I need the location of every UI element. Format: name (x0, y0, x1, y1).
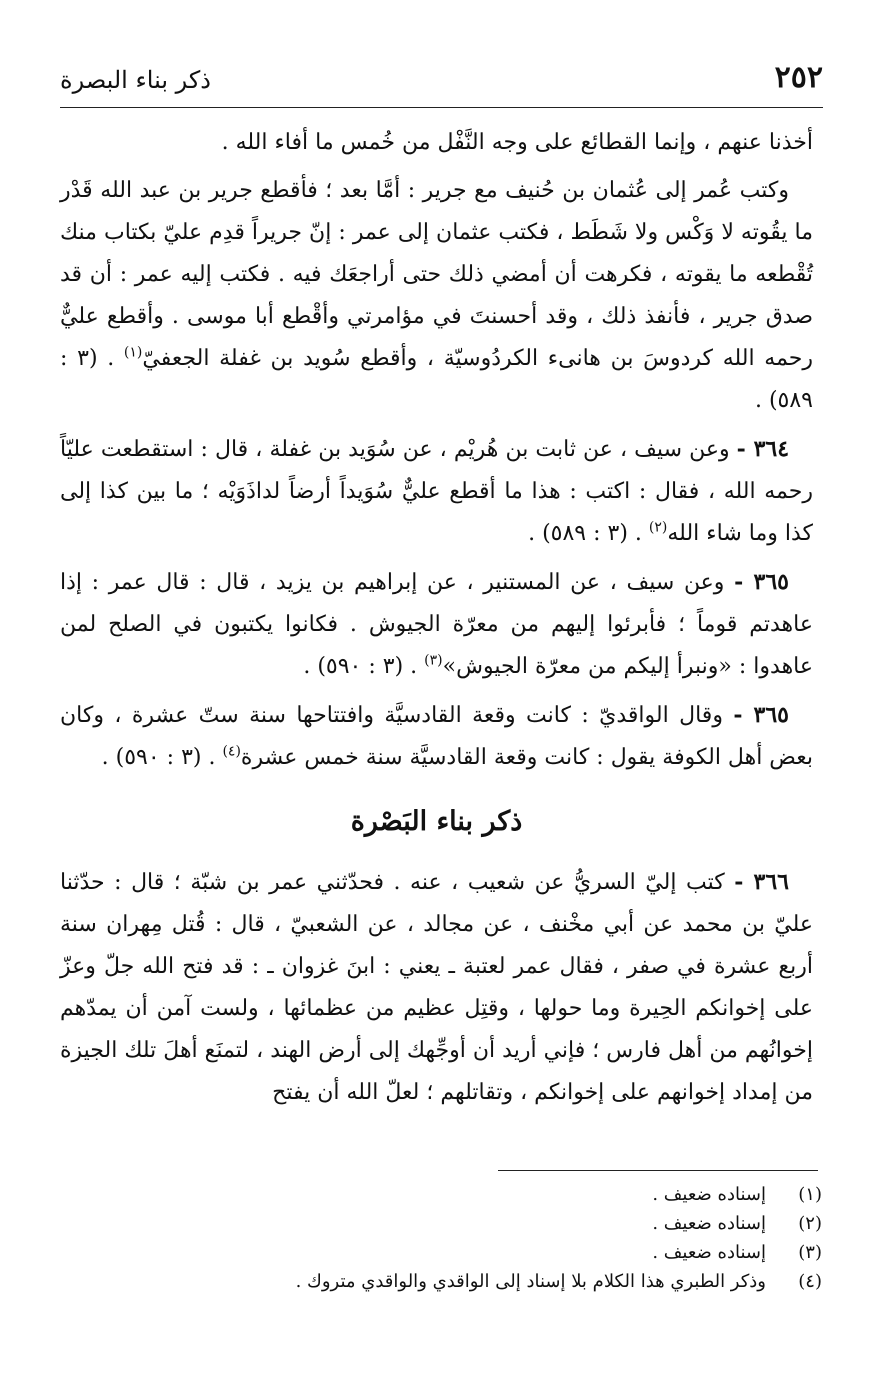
numbered-paragraph: ٣٦٤ - وعن سيف ، عن ثابت بن هُريْم ، عن سُوَيد بن غفلة ، قال : استقطعت عليّاً رحمه الله ، فقال : اكتب : هذا ما أقطع عليٌّ سُوَيداً أرضاً لداذَوَيْه ؛ ما بين كذا إلى كذا وما شاء الله$^{(٢)}$ . (٣ : ٥٨٩) . (60, 436, 813, 546)
report-number: ٣٦٦ - (734, 869, 789, 895)
running-title: ذكر بناء البصرة (60, 66, 211, 94)
paragraph: وكتب عُمر إلى عُثمان بن حُنيف مع جرير : أمَّا بعد ؛ فأقطع جرير بن عبد الله قَدْر ما يقُوته لا وَكْس ولا شَطَط ، فكتب عثمان إلى عمر : إنّ جريراً قدِم عليّ بكتاب منك تُقْطعه ما يقوته ، فكرهت أن أمضي ذلك حتى أراجعَك فيه . فكتب إليه عمر : أن قد صدق جرير ، فأنفذ ذلك ، وقد أحسنتَ في مؤامرتي وأقْطع أبا موسى . وأقطع عليٌّ رحمه الله كردوسَ بن هانىء الكردُوسيّة ، وأقطع سُويد بن غفلة الجعفيّ$^{(١)}$ . (٣ : ٥٨٩) . (60, 178, 814, 413)
footnote-ref: (١) (123, 344, 143, 361)
numbered-paragraph: ٣٦٦ - كتب إليّ السريُّ عن شعيب ، عنه . فحدّثني عمر بن شبّة ؛ قال : حدّثنا عليّ بن محمد عن أبي مخْنف ، عن مجالد ، عن الشعبيّ ، قال : قُتل مِهران سنة أربع عشرة في صفر ، فقال عمر لعتبة ـ يعني : ابنَ غزوان ـ : قد فتح الله جلّ وعزّ على إخوانكم الحِيرة وما حولها ، وقتِل عظيم من عظمائها ، ولست آمن أن يمدّهم إخوانُهم من أهل فارس ؛ فإني أريد أن أوجِّهك إلى أرض الهند ، لتمنَع أهلَ تلك الجيزة من إمداد إخوانهم على إخوانكم ، وتقاتلهم ؛ لعلّ الله أن يفتح (60, 869, 813, 1105)
footnotes (60, 1180, 822, 1296)
footnote: (١) إسناده ضعيف . (652, 1184, 822, 1205)
report-number: ٣٦٥ - (734, 569, 789, 595)
footnote: (٣) إسناده ضعيف . (652, 1242, 822, 1263)
paragraph: أخذنا عنهم ، وإنما القطائع على وجه النَّفْل من خُمس ما أفاء الله . (221, 130, 813, 155)
footnote: (٢) إسناده ضعيف . (652, 1213, 822, 1234)
header-rule (60, 107, 823, 108)
footnote: (٤) وذكر الطبري هذا الكلام بلا إسناد إلى الواقدي والواقدي متروك . (295, 1271, 822, 1292)
report-number: ٣٦٥ - (733, 702, 789, 728)
section-title: ذكر بناء البَصْرة (350, 806, 523, 837)
footnote-rule (498, 1170, 818, 1171)
numbered-paragraph: ٣٦٥ - وعن سيف ، عن المستنير ، عن إبراهيم بن يزيد ، قال : قال عمر : إذا عاهدتم قوماً ؛ فأبرئوا إليهم من معرّة الجيوش . فكانوا يكتبون في الصلح لمن عاهدوا : «ونبرأ إليكم من معرّة الجيوش»$^{(٣)}$ . (٣ : ٥٩٠) . (60, 569, 813, 679)
page-number: ٢٥٢ (774, 60, 823, 95)
footnote-ref: (٤) (222, 743, 241, 760)
numbered-paragraph: ٣٦٥ - وقال الواقديّ : كانت وقعة القادسيَّة وافتتاحها سنة ستّ عشرة ، وكان بعض أهل الكوفة يقول : كانت وقعة القادسيَّة سنة خمس عشرة$^{(٤)}$ . (٣ : ٥٩٠) . (60, 702, 813, 770)
footnote-ref: (٢) (648, 519, 668, 536)
report-number: ٣٦٤ - (736, 436, 790, 462)
footnote-ref: (٣) (424, 652, 443, 669)
page-header (60, 58, 823, 108)
main-text (60, 122, 813, 1120)
